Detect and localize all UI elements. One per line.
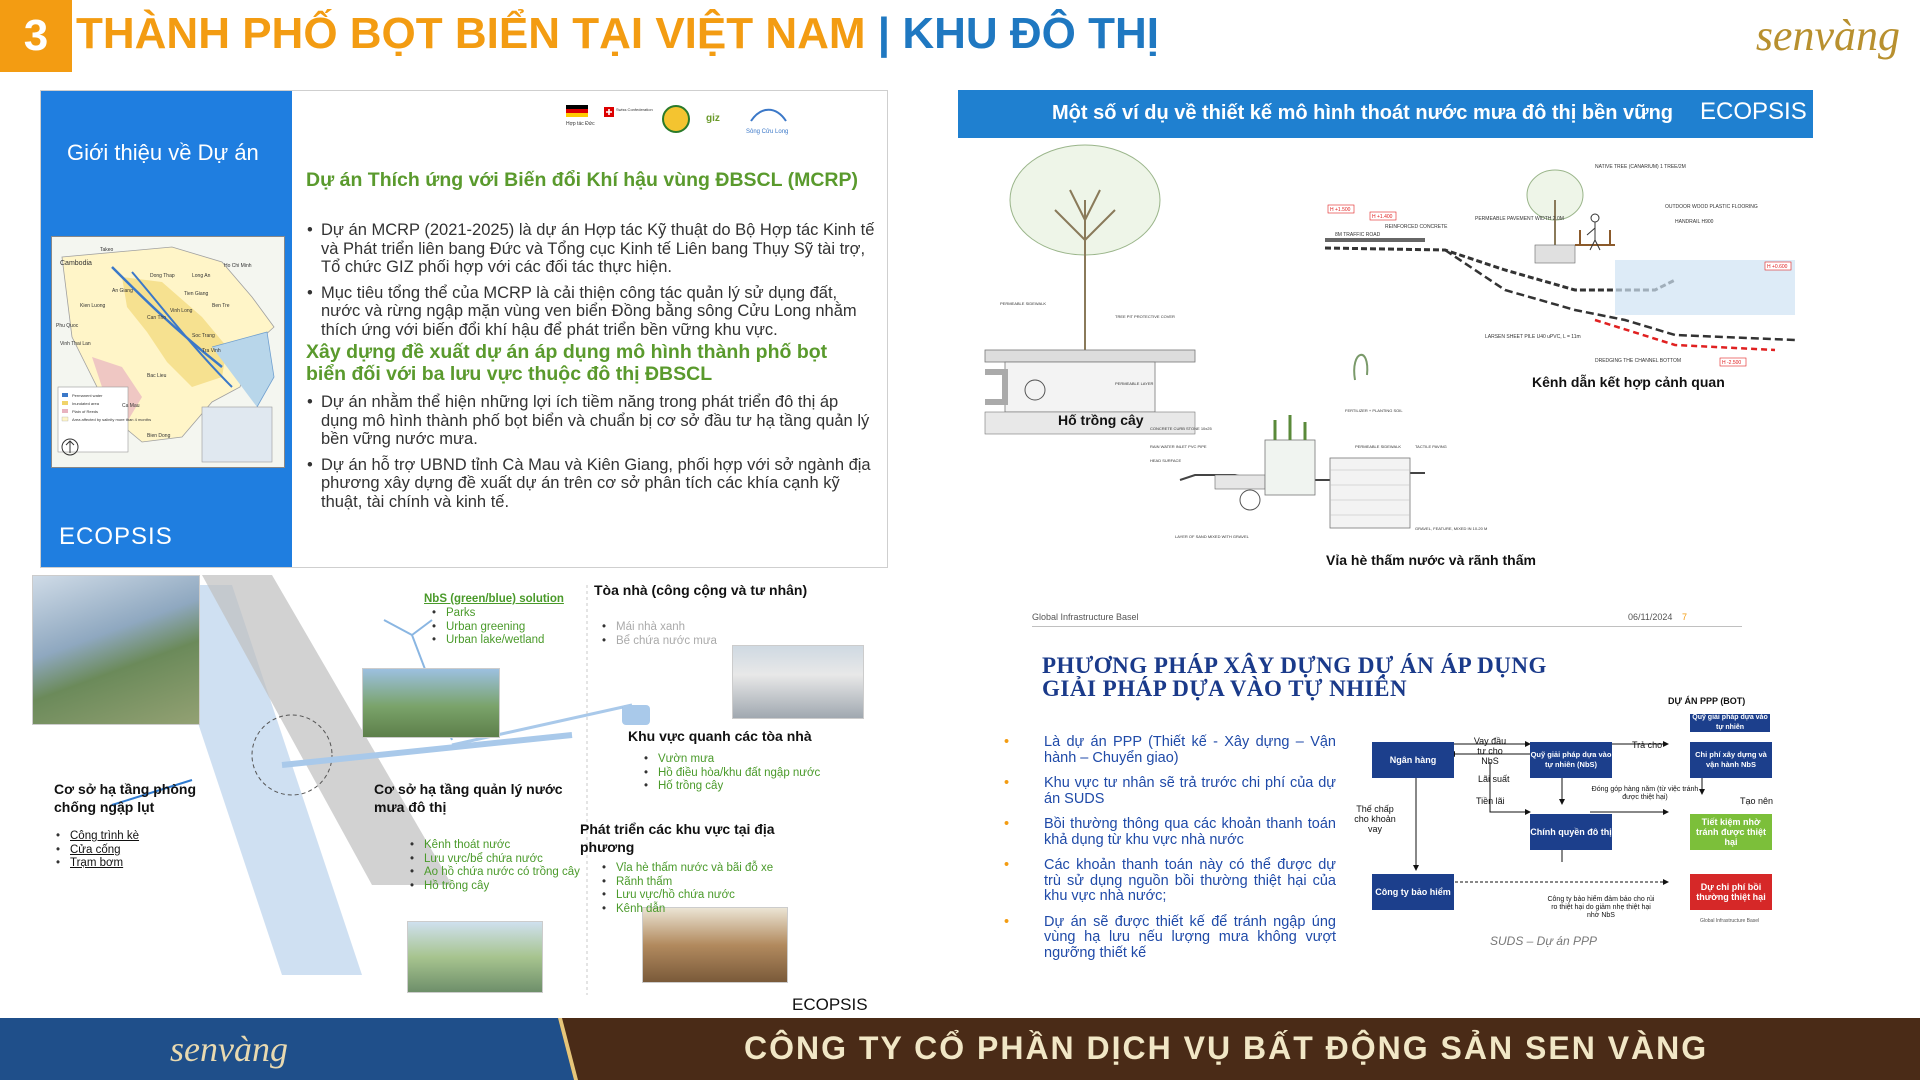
caption-sidewalk: Vỉa hè thấm nước và rãnh thấm: [1326, 552, 1536, 568]
list-item: • Dự án nhằm thể hiện những lợi ích tiềm năng trong phát triển đô thị áp dụng mô hình thành phố bọt biển và chuẩn bị cơ sở đầu tư hạ tầng quản lý bền vững nước mưa.: [305, 393, 875, 449]
sponge-city-bullets: [305, 393, 875, 518]
label-earn: Tạo nên: [1740, 796, 1774, 806]
diagram-source: Global Infrastructure Basel: [1700, 918, 1760, 924]
local-dev-title: Phát triển các khu vực tại địa phương: [580, 821, 775, 855]
svg-text:Kien Luong: Kien Luong: [80, 303, 106, 309]
svg-text:Swiss Confederation: Swiss Confederation: [616, 107, 653, 112]
list-item: • Kênh thoát nước: [410, 839, 580, 853]
city-gov-box: Chính quyền đô thị: [1530, 814, 1612, 850]
list-item: • Rãnh thấm: [602, 876, 773, 890]
project-intro-panel: [40, 90, 888, 568]
river-aerial-photo: [32, 575, 200, 725]
method-title-line2: GIẢI PHÁP DỰA VÀO TỰ NHIÊN: [1042, 676, 1408, 701]
list-item: • Trạm bơm: [56, 857, 139, 871]
list-item: • Lưu vực/hồ chứa nước: [602, 889, 773, 903]
svg-text:Ca Mau: Ca Mau: [122, 403, 140, 409]
svg-text:H +0.600: H +0.600: [1767, 264, 1788, 270]
svg-text:Plain of Reeds: Plain of Reeds: [72, 409, 99, 414]
list-item: • Hố trồng cây: [644, 780, 820, 794]
svg-text:H -2.500: H -2.500: [1722, 360, 1742, 366]
svg-text:Long An: Long An: [192, 273, 211, 279]
stormwater-infra-list: [410, 839, 580, 893]
banner-title: Một số ví dụ về thiết kế mô hình thoát nước mưa đô thị bền vững: [1052, 102, 1674, 124]
canal-photo: [407, 921, 543, 993]
label-contribution: Đóng góp hàng năm (từ việc tránh được thiệt hại): [1591, 786, 1699, 801]
title-part2: KHU ĐÔ THỊ: [902, 9, 1159, 58]
label-pay: Trả cho: [1632, 740, 1663, 750]
svg-text:Phu Quoc: Phu Quoc: [56, 323, 79, 329]
ppp-label: DỰ ÁN PPP (BOT): [1668, 696, 1746, 706]
around-buildings-title: Khu vực quanh các tòa nhà: [628, 728, 812, 744]
svg-text:GRAVEL, FEATURE, MIXED IN 10-2: GRAVEL, FEATURE, MIXED IN 10-20 M: [1415, 526, 1488, 531]
svg-text:Bien Dong: Bien Dong: [147, 433, 171, 439]
list-item: • Ao hồ chứa nước có trồng cây: [410, 866, 580, 880]
list-item: • Urban greening: [432, 621, 544, 635]
list-item: • Lưu vực/bể chứa nước: [410, 853, 580, 867]
svg-text:Soc Trang: Soc Trang: [192, 333, 215, 339]
map-drawing: [52, 237, 284, 467]
caption-tree-pit: Hố trồng cây: [1058, 412, 1144, 428]
svg-text:H +1.400: H +1.400: [1372, 214, 1393, 220]
ecopsis-brand: ECOPSIS: [59, 523, 173, 550]
fund-top-box: Quỹ giải pháp dựa vào tự nhiên: [1690, 714, 1770, 732]
svg-text:CONCRETE CURB STONE 10x25: CONCRETE CURB STONE 10x25: [1150, 426, 1212, 431]
svg-text:Vinh Thai Lan: Vinh Thai Lan: [60, 341, 91, 347]
list-item: • Vườn mưa: [644, 753, 820, 767]
nbs-list: [432, 607, 544, 648]
building-list: [602, 621, 717, 648]
svg-text:RAIN WATER INLET PVC PIPE: RAIN WATER INLET PVC PIPE: [1150, 444, 1207, 449]
svg-text:REINFORCED CONCRETE: REINFORCED CONCRETE: [1385, 224, 1448, 230]
flood-infra-list: [56, 830, 139, 871]
list-item: • Khu vực tư nhân sẽ trả trước chi phí của dự án SUDS: [1002, 776, 1336, 807]
svg-text:Inundated area: Inundated area: [72, 401, 99, 406]
ecopsis-brand: ECOPSIS: [792, 995, 868, 1014]
section-number: 3: [0, 0, 72, 72]
svg-text:Takeo: Takeo: [100, 247, 114, 253]
mcrp-bullets: [305, 221, 875, 346]
label-pledge: Thế chấp cho khoản vay: [1354, 804, 1396, 834]
footer-divider: [548, 1018, 578, 1080]
svg-text:H +1.500: H +1.500: [1330, 207, 1351, 213]
title-separator: |: [877, 9, 891, 58]
footer-left-band: [0, 1018, 548, 1080]
nbs-title: NbS (green/blue) solution: [424, 593, 564, 605]
svg-text:HEAD SURFACE: HEAD SURFACE: [1150, 458, 1182, 463]
label-insurance: Công ty bảo hiểm đảm bảo cho rủi ro thiệt hại do giảm nhẹ thiệt hại nhờ NbS: [1547, 896, 1655, 919]
damage-reserve-box: Dự chi phí bồi thường thiệt hại: [1690, 874, 1772, 910]
svg-text:Permanent water: Permanent water: [72, 393, 103, 398]
label-interest: Lãi suất: [1478, 774, 1510, 784]
nbs-fund-box: Quỹ giải pháp dựa vào tự nhiên (NbS): [1530, 742, 1612, 778]
svg-text:Tien Giang: Tien Giang: [184, 291, 209, 297]
building-title: Tòa nhà (công cộng và tư nhân): [594, 582, 808, 598]
intro-sidebar-title: Giới thiệu về Dự án: [67, 140, 259, 165]
nbs-cost-box: Chi phí xây dựng và vận hành NbS: [1690, 742, 1772, 778]
list-item: • Urban lake/wetland: [432, 634, 544, 648]
list-item: • Hồ trồng cây: [410, 880, 580, 894]
svg-text:PERMEABLE LAYER: PERMEABLE LAYER: [1115, 381, 1154, 386]
page-title: [76, 4, 1159, 64]
footer-bar: [0, 1018, 1920, 1080]
list-item: • Dự án hỗ trợ UBND tỉnh Cà Mau và Kiên Giang, phối hợp với sở ngành địa phương xây dựng đề xuất dự án trên cơ sở phân tích các khía cạnh kỹ thuật, tài chính và kinh tế.: [305, 456, 875, 512]
company-name: CÔNG TY CỔ PHẦN DỊCH VỤ BẤT ĐỘNG SẢN SEN VÀNG: [744, 1030, 1709, 1066]
list-item: • Các khoản thanh toán này có thể được dự trù sử dụng nguồn bồi thường thiệt hại của khu vực nhà nước;: [1002, 858, 1336, 905]
drainage-drawings: [975, 140, 1815, 570]
svg-text:FERTILIZER + PLANTING SOIL: FERTILIZER + PLANTING SOIL: [1345, 408, 1403, 413]
around-buildings-list: [644, 753, 820, 794]
svg-text:Dong Thap: Dong Thap: [150, 273, 175, 279]
sponge-city-heading: Xây dựng đề xuất dự án áp dụng mô hình thành phố bọt biển đối với ba lưu vực thuộc đô thị ĐBSCL: [306, 341, 828, 385]
slide-page: 7: [1682, 612, 1688, 622]
saving-box: Tiết kiệm nhờ tránh được thiệt hại: [1690, 814, 1772, 850]
title-part1: THÀNH PHỐ BỌT BIỂN TẠI VIỆT NAM: [76, 9, 866, 58]
list-item: • Parks: [432, 607, 544, 621]
svg-text:An Giang: An Giang: [112, 288, 133, 294]
mcrp-heading: Dự án Thích ứng với Biến đổi Khí hậu vùng ĐBSCL (MCRP): [306, 169, 858, 191]
svg-text:OUTDOOR WOOD PLASTIC FLOORING: OUTDOOR WOOD PLASTIC FLOORING: [1665, 204, 1758, 210]
svg-text:Ben Tre: Ben Tre: [212, 303, 230, 309]
list-item: • Mục tiêu tổng thể của MCRP là cải thiện công tác quản lý sử dụng đất, nước và rừng ngập mặn vùng ven biển Đồng bằng sông Cửu Long nhằm thích ứng với biến đổi khí hậu để phát triển bền vững khu vực.: [305, 284, 875, 340]
list-item: • Dự án MCRP (2021-2025) là dự án Hợp tác Kỹ thuật do Bộ Hợp tác Kinh tế và Phát triển liên bang Đức và Tổng cục Kinh tế Liên bang Thụy Sỹ tài trợ, Tổ chức GIZ phối hợp với các đối tác thực hiện.: [305, 221, 875, 277]
slide-date: 06/11/2024: [1628, 612, 1673, 622]
ppp-flow-diagram: [1350, 692, 1790, 954]
svg-text:Ho Chi Minh: Ho Chi Minh: [224, 263, 252, 269]
svg-text:PERMEABLE SIDEWALK: PERMEABLE SIDEWALK: [1355, 444, 1402, 449]
buildings-photo: [732, 645, 864, 719]
svg-text:LARSEN SHEET PILE U40 uPVC, L: LARSEN SHEET PILE U40 uPVC, L = 11m: [1485, 334, 1581, 340]
svg-text:Bac Lieu: Bac Lieu: [147, 373, 167, 379]
partner-logos: [566, 101, 886, 139]
intro-sidebar: [41, 91, 292, 567]
insurance-box: Công ty bảo hiểm: [1372, 874, 1454, 910]
svg-text:giz: giz: [706, 113, 720, 124]
method-bullets: [1002, 735, 1336, 971]
svg-text:DREDGING THE CHANNEL BOTTOM: DREDGING THE CHANNEL BOTTOM: [1595, 358, 1682, 364]
local-dev-list: [602, 862, 773, 916]
svg-text:Can Tho: Can Tho: [147, 315, 167, 321]
list-item: • Mái nhà xanh: [602, 621, 717, 635]
ecopsis-brand: ECOPSIS: [1700, 98, 1807, 125]
svg-text:NATIVE TREE (CANARIUM) 1 TREE/: NATIVE TREE (CANARIUM) 1 TREE/2M: [1595, 164, 1686, 170]
svg-text:8M TRAFFIC ROAD: 8M TRAFFIC ROAD: [1335, 232, 1381, 238]
org-name: Global Infrastructure Basel: [1032, 612, 1139, 622]
list-item: • Bể chứa nước mưa: [602, 635, 717, 649]
label-loan: Vay đầu tư cho NbS: [1473, 736, 1507, 766]
svg-text:HANDRAIL H900: HANDRAIL H900: [1675, 219, 1714, 225]
caption-canal: Kênh dẫn kết hợp cảnh quan: [1532, 374, 1725, 390]
engineering-drawing: [975, 140, 1815, 570]
list-item: • Là dự án PPP (Thiết kế - Xây dựng – Vận hành – Chuyển giao): [1002, 735, 1336, 766]
list-item: • Vỉa hè thấm nước và bãi đỗ xe: [602, 862, 773, 876]
sponge-city-components: [32, 575, 898, 1015]
list-item: • Dự án sẽ được thiết kế để tránh ngập úng vùng hạ lưu nếu lượng mưa không vượt ngưỡng thiết kế: [1002, 915, 1336, 962]
senvang-logo-top: senvàng: [1755, 11, 1900, 60]
list-item: • Bồi thường thông qua các khoản thanh toán khả dụng từ khu vực nhà nước: [1002, 817, 1336, 848]
parking-photo: [642, 907, 788, 983]
svg-text:Hợp tác Đức: Hợp tác Đức: [566, 121, 595, 127]
svg-text:TREE PIT PROTECTIVE COVER: TREE PIT PROTECTIVE COVER: [1115, 314, 1175, 319]
method-title-line1: PHƯƠNG PHÁP XÂY DỰNG DỰ ÁN ÁP DỤNG: [1042, 653, 1547, 678]
list-item: • Kênh dẫn: [602, 903, 773, 917]
list-item: • Hồ điều hòa/khu đất ngập nước: [644, 767, 820, 781]
svg-text:PERMEABLE PAVEMENT WIDTH 2.0M: PERMEABLE PAVEMENT WIDTH 2.0M: [1475, 216, 1564, 222]
list-item: • Cửa cống: [56, 844, 139, 858]
slide-header: [1032, 612, 1742, 627]
svg-text:Cambodia: Cambodia: [60, 260, 92, 267]
svg-text:Sông Cửu Long: Sông Cửu Long: [746, 129, 789, 135]
svg-text:Vinh Long: Vinh Long: [170, 308, 193, 314]
bank-box: Ngân hàng: [1372, 742, 1454, 778]
diagram-caption: SUDS – Dự án PPP: [1490, 934, 1597, 948]
mekong-delta-map: [51, 236, 285, 468]
list-item: • Công trình kè: [56, 830, 139, 844]
park-photo: [362, 668, 500, 738]
svg-text:TACTILE PAVING: TACTILE PAVING: [1415, 444, 1447, 449]
stormwater-infra-title: Cơ sở hạ tầng quản lý nước mưa đô thị: [374, 781, 563, 815]
svg-text:PERMEABLE SIDEWALK: PERMEABLE SIDEWALK: [1000, 301, 1047, 306]
svg-text:Area affected by salinity more: Area affected by salinity more than 4 months: [72, 417, 152, 422]
senvang-logo-footer: senvàng: [170, 1029, 288, 1069]
svg-text:LAYER OF SAND MIXED WITH GRAVE: LAYER OF SAND MIXED WITH GRAVEL: [1175, 534, 1249, 539]
flood-infra-title: Cơ sở hạ tầng phòng chống ngập lụt: [54, 781, 197, 815]
label-rent: Tiền lãi: [1476, 796, 1505, 806]
drainage-examples-banner: [958, 90, 1813, 138]
svg-text:Tra Vinh: Tra Vinh: [202, 348, 221, 354]
